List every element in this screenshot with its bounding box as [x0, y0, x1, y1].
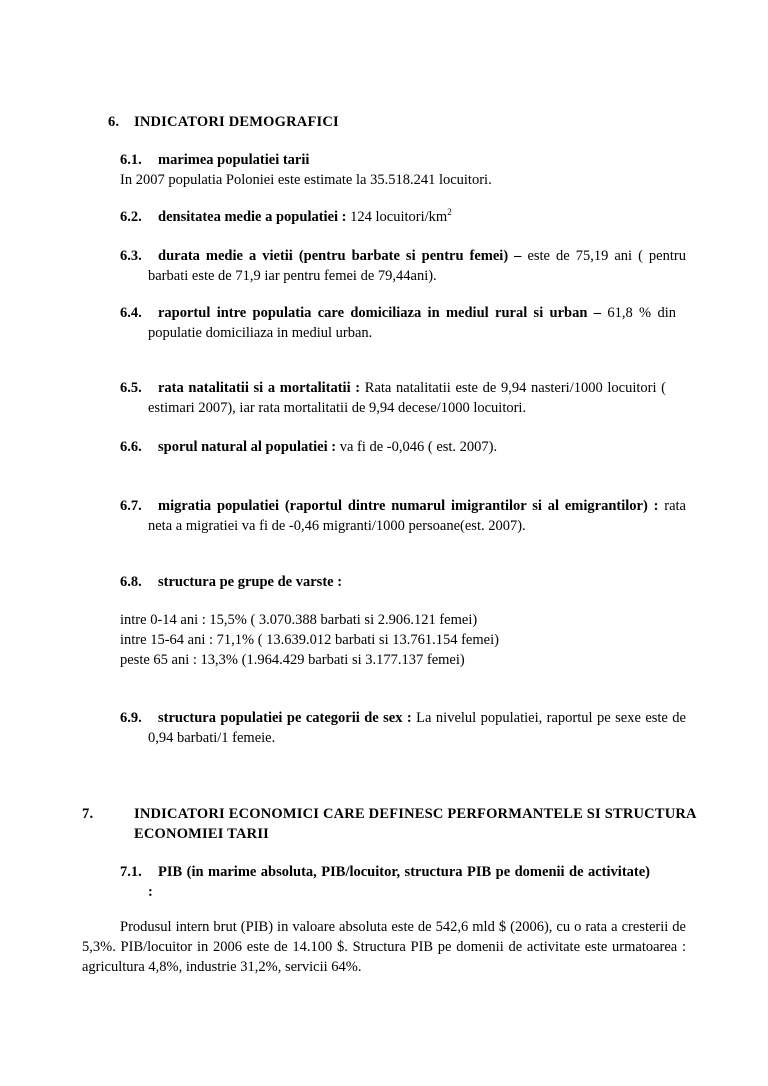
item-6-5 — [120, 378, 666, 418]
item-number: 7.1. — [120, 864, 142, 880]
item-6-3 — [120, 246, 686, 286]
item-text: 124 locuitori/km — [346, 209, 448, 225]
item-6-8 — [120, 572, 680, 592]
item-number: 6.7. — [120, 498, 142, 514]
section-number: 7. — [82, 806, 94, 822]
item-label: sporul natural al populatiei : — [158, 439, 337, 455]
item-6-9 — [120, 708, 686, 748]
age-group-line: intre 15-64 ani : 71,1% ( 13.639.012 barbati si 13.761.154 femei) — [120, 632, 499, 648]
item-label: migratia populatiei (raportul dintre numarul imigrantilor si al emigrantilor) : — [158, 498, 659, 514]
section-7-heading — [82, 804, 704, 844]
item-7-1 — [120, 862, 650, 902]
superscript: 2 — [447, 207, 452, 218]
item-number: 6.6. — [120, 439, 142, 455]
item-number: 6.4. — [120, 305, 142, 321]
age-group-line: intre 0-14 ani : 15,5% ( 3.070.388 barbati si 2.906.121 femei) — [120, 612, 478, 628]
item-6-6 — [120, 437, 680, 457]
item-number: 6.3. — [120, 248, 142, 264]
item-label: raportul intre populatia care domiciliaza in mediul rural si urban – — [158, 305, 602, 321]
item-text: Rata natalitatii este de 9,94 nasteri/1000 locuitori ( estimari 2007), iar rata mortalitatii de 9,94 decese/1000 locuitori. — [148, 380, 667, 416]
item-text: La nivelul populatiei, raportul pe sexe este de 0,94 barbati/1 femeie. — [148, 710, 686, 746]
section-number: 6. — [108, 114, 120, 130]
item-label: rata natalitatii si a mortalitatii : — [158, 380, 361, 396]
item-text: rata neta a migratiei va fi de -0,46 migranti/1000 persoane(est. 2007). — [148, 498, 686, 534]
item-number: 6.2. — [120, 209, 142, 225]
item-number: 6.1. — [120, 152, 142, 168]
item-label: structura pe grupe de varste : — [158, 574, 343, 590]
item-number: 6.5. — [120, 380, 142, 396]
section-6-heading — [108, 112, 668, 132]
item-number: 6.8. — [120, 574, 142, 590]
section-title: INDICATORI DEMOGRAFICI — [134, 114, 339, 130]
item-label: structura populatiei pe categorii de sex : — [158, 710, 412, 726]
item-label: marimea populatiei tarii — [158, 152, 310, 168]
item-number: 6.9. — [120, 710, 142, 726]
item-6-1-text: In 2007 populatia Poloniei este estimate la 35.518.241 locuitori. — [120, 172, 492, 188]
age-group-line: peste 65 ani : 13,3% (1.964.429 barbati si 3.177.137 femei) — [120, 652, 465, 668]
item-6-4 — [120, 303, 676, 343]
pib-paragraph: Produsul intern brut (PIB) in valoare absoluta este de 542,6 mld $ (2006), cu o rata a cresterii de 5,3%. PIB/locuitor in 2006 este de 14.100 $. Structura PIB pe domenii de activitate este urmatoarea : agricultura 4,8%, industrie 31,2%, servicii 64%. — [82, 919, 686, 975]
item-6-2 — [120, 207, 700, 227]
item-label: durata medie a vietii (pentru barbate si pentru femei) – — [158, 248, 522, 264]
item-label: densitatea medie a populatiei : — [158, 209, 347, 225]
item-6-1 — [120, 150, 680, 170]
section-title: INDICATORI ECONOMICI CARE DEFINESC PERFORMANTELE SI STRUCTURA ECONOMIEI TARII — [134, 806, 696, 842]
item-6-7 — [120, 496, 686, 536]
item-text: 61,8 % din populatie domiciliaza in mediul urban. — [148, 305, 676, 341]
item-label: PIB (in marime absoluta, PIB/locuitor, structura PIB pe domenii de activitate) : — [148, 864, 650, 900]
item-text: este de 75,19 ani ( pentru barbati este de 71,9 iar pentru femei de 79,44ani). — [148, 248, 686, 284]
item-text: va fi de -0,046 ( est. 2007). — [336, 439, 498, 455]
